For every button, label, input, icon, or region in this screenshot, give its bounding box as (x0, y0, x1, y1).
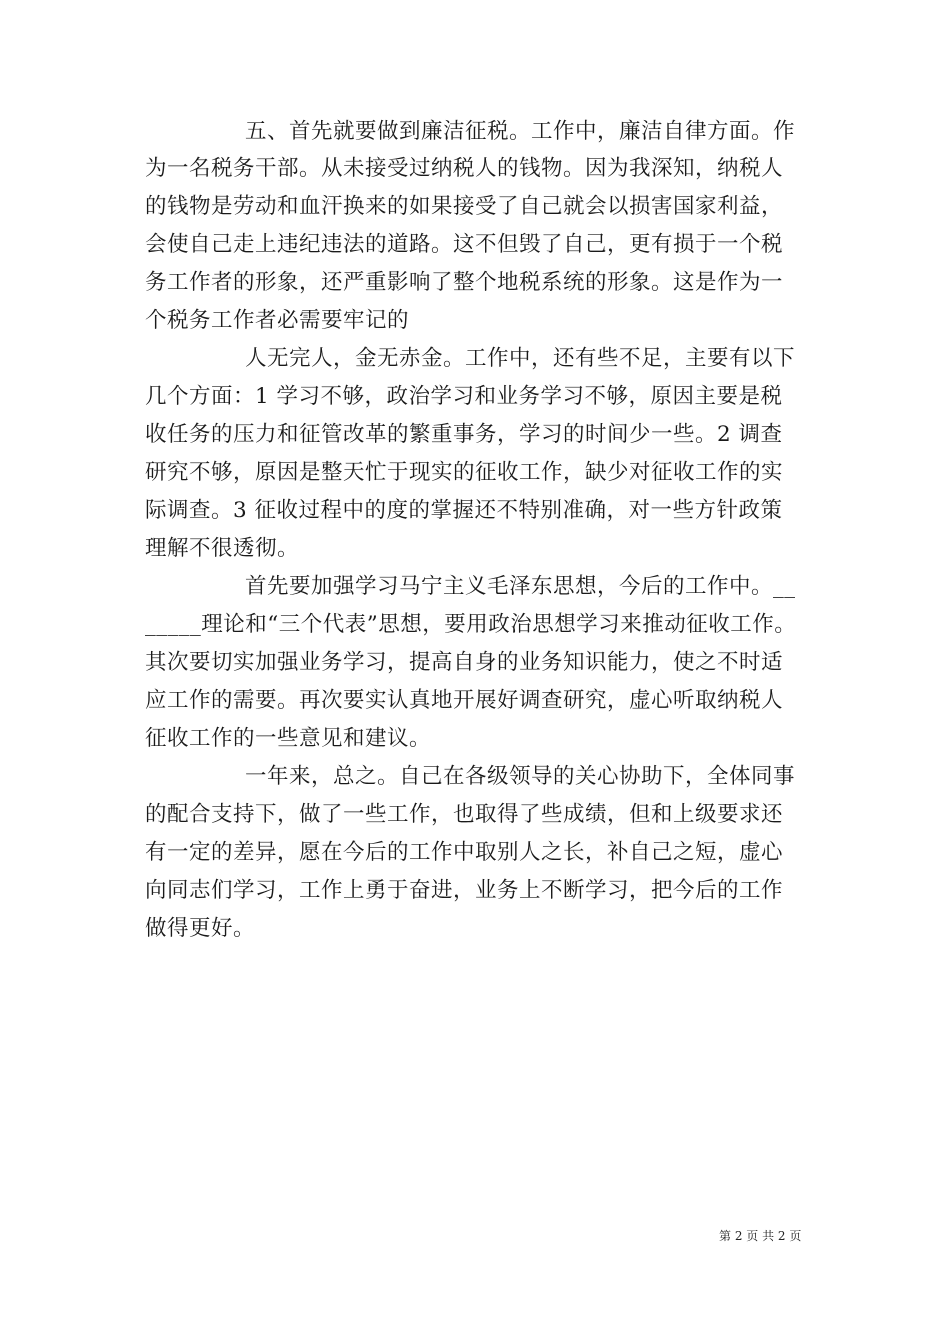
paragraph-2-line-3: 收任务的压力和征管改革的繁重事务，学习的时间少一些。2 调查 (145, 422, 783, 447)
paragraph-3-line-5: 征收工作的一些意见和建议。 (145, 726, 432, 751)
paragraph-1-line-3: 的钱物是劳动和血汗换来的如果接受了自己就会以损害国家利益， (145, 194, 784, 219)
paragraph-2-line-6: 理解不很透彻。 (145, 536, 300, 561)
paragraph-4-line-3: 有一定的差异，愿在今后的工作中取别人之长，补自己之短，虚心 (145, 840, 784, 865)
paragraph-2-line-1: 人无完人，金无赤金。工作中，还有些不足，主要有以下 (245, 346, 796, 371)
paragraph-3-line-1: 首先要加强学习马宁主义毛泽东思想，今后的工作中。__ (245, 574, 796, 599)
paragraph-3-line-4: 应工作的需要。再次要实认真地开展好调查研究，虚心听取纳税人 (145, 688, 784, 713)
paragraph-4-line-5: 做得更好。 (145, 916, 256, 941)
paragraph-1-line-6: 个税务工作者必需要牢记的 (145, 308, 410, 333)
paragraph-1-line-2: 为一名税务干部。从未接受过纳税人的钱物。因为我深知，纳税人 (145, 156, 784, 181)
paragraph-4-line-2: 的配合支持下，做了一些工作，也取得了些成绩，但和上级要求还 (145, 802, 784, 827)
paragraph-4-line-4: 向同志们学习，工作上勇于奋进，业务上不断学习，把今后的工作 (145, 878, 784, 903)
paragraph-3-line-2: _____理论和“三个代表”思想，要用政治思想学习来推动征收工作。 (145, 612, 797, 637)
paragraph-1-line-5: 务工作者的形象，还严重影响了整个地税系统的形象。这是作为一 (145, 270, 784, 295)
paragraph-1-line-1: 五、首先就要做到廉洁征税。工作中，廉洁自律方面。作 (245, 119, 796, 144)
paragraph-2-line-4: 研究不够，原因是整天忙于现实的征收工作，缺少对征收工作的实 (145, 460, 784, 485)
paragraph-3-line-3: 其次要切实加强业务学习，提高自身的业务知识能力，使之不时适 (145, 650, 784, 675)
paragraph-2-line-5: 际调查。3 征收过程中的度的掌握还不特别准确，对一些方针政策 (145, 498, 783, 523)
paragraph-1-line-4: 会使自己走上违纪违法的道路。这不但毁了自己，更有损于一个税 (145, 232, 784, 257)
page-number-footer: 第 2 页 共 2 页 (719, 1229, 802, 1243)
paragraph-4-line-1: 一年来，总之。自己在各级领导的关心协助下，全体同事 (245, 764, 796, 789)
paragraph-2-line-2: 几个方面：1 学习不够，政治学习和业务学习不够，原因主要是税 (145, 384, 783, 409)
